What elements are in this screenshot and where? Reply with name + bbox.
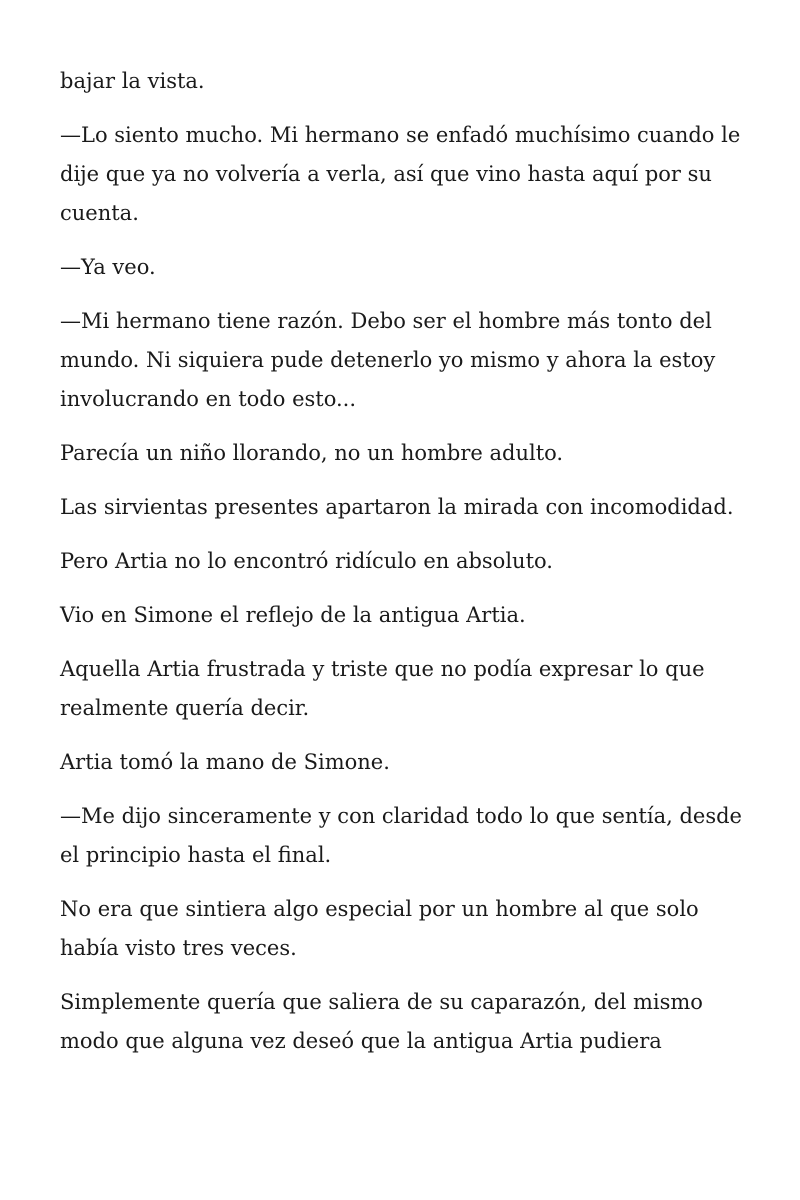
paragraph: Pero Artia no lo encontró ridículo en absoluto.	[60, 549, 553, 573]
paragraph: Las sirvientas presentes apartaron la mirada con incomodidad.	[60, 495, 734, 519]
paragraph: Artia tomó la mano de Simone.	[60, 750, 390, 774]
paragraph: —Mi hermano tiene razón. Debo ser el hombre más tonto del mundo. Ni siquiera pude detenerlo yo mismo y ahora la estoy involucrando en todo esto...	[60, 309, 716, 411]
paragraph: Aquella Artia frustrada y triste que no podía expresar lo que realmente quería decir.	[60, 657, 705, 720]
paragraph: —Lo siento mucho. Mi hermano se enfadó muchísimo cuando le dije que ya no volvería a verla, así que vino hasta aquí por su cuenta.	[60, 123, 741, 225]
paragraph: bajar la vista.	[60, 69, 205, 93]
paragraph: —Ya veo.	[60, 255, 156, 279]
paragraph: No era que sintiera algo especial por un hombre al que solo había visto tres veces.	[60, 897, 699, 960]
paragraph: Parecía un niño llorando, no un hombre adulto.	[60, 441, 564, 465]
paragraph: Simplemente quería que saliera de su caparazón, del mismo modo que alguna vez deseó que la antigua Artia pudiera	[60, 990, 703, 1053]
reader-page	[60, 62, 750, 1076]
paragraph: Vio en Simone el reflejo de la antigua Artia.	[60, 603, 526, 627]
paragraph: —Me dijo sinceramente y con claridad todo lo que sentía, desde el principio hasta el final.	[60, 804, 742, 867]
